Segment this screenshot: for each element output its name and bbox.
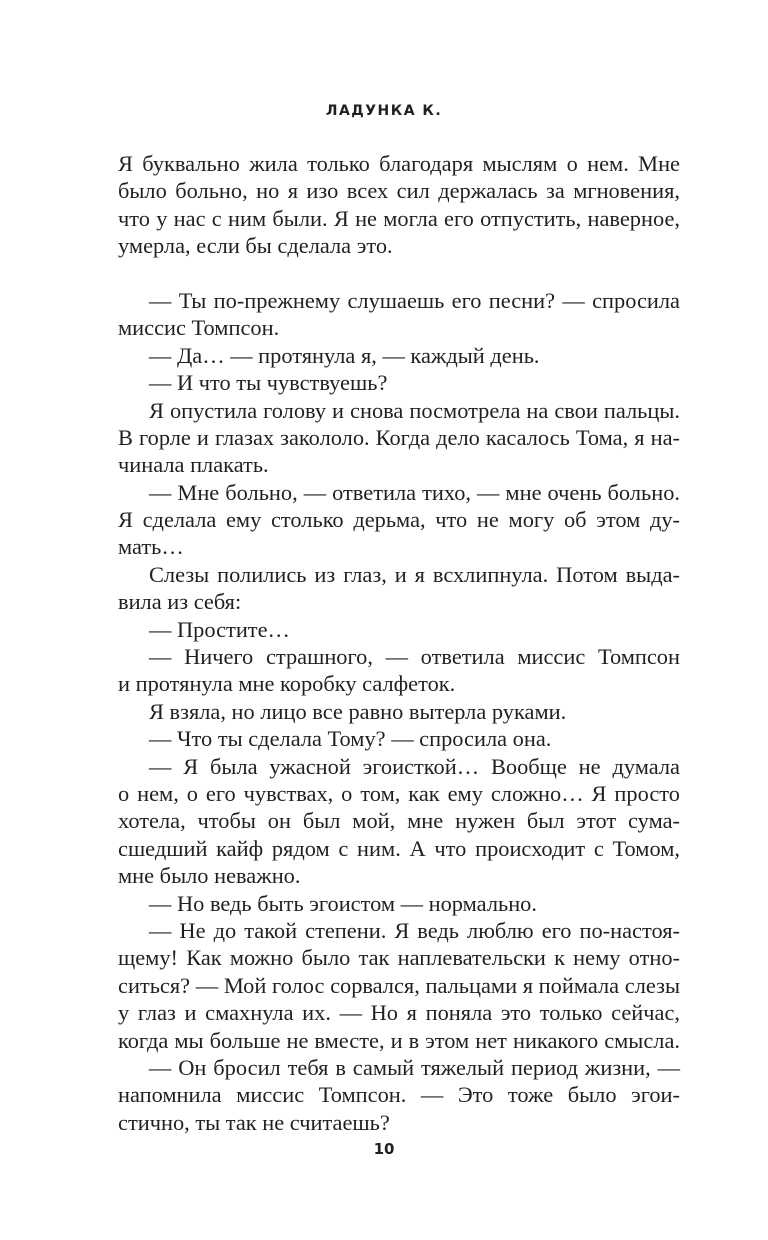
text-line: Я взяла, но лицо все равно вытерла руками. — [149, 698, 567, 724]
text-line: Я сделала ему столько дерьма, что не могу об этом ду- — [118, 507, 680, 533]
text-line: вила из себя: — [118, 589, 242, 615]
body-text — [118, 150, 680, 1136]
text-line: — Что ты сделала Тому? — спросила она. — [149, 726, 552, 752]
text-line: — Я была ужасной эгоисткой… Вообще не думала — [149, 753, 680, 779]
text-line: хотела, чтобы он был мой, мне нужен был этот сума- — [118, 808, 680, 834]
paragraph-spacer — [118, 260, 680, 287]
text-line: и протянула мне коробку салфеток. — [118, 671, 456, 697]
text-line: ситься? — Мой голос сорвался, пальцами я поймала слезы — [118, 972, 680, 998]
text-line: мать… — [118, 534, 184, 560]
text-line: щему! Как можно было так наплевательски к нему отно- — [118, 945, 680, 971]
text-line: — Не до такой степени. Я ведь люблю его по-настоя- — [149, 917, 680, 943]
text-line: у глаз и смахнула их. — Но я поняла это только сейчас, — [118, 1000, 680, 1026]
text-line: напомнила миссис Томпсон. — Это тоже было эгои- — [118, 1082, 680, 1108]
text-line: Я буквально жила только благодаря мыслям о нем. Мне — [118, 151, 680, 176]
text-line: чинала плакать. — [118, 452, 269, 478]
text-line: — Ничего страшного, — ответила миссис Томпсон — [149, 644, 680, 670]
text-line: миссис Томпсон. — [118, 315, 280, 341]
text-line: — И что ты чувствуешь? — [149, 370, 388, 396]
text-line: Я опустила голову и снова посмотрела на свои пальцы. — [149, 397, 680, 423]
text-line: мне было неважно. — [118, 863, 301, 889]
page-number: 10 — [373, 1140, 395, 1158]
text-line: стично, ты так не считаешь? — [118, 1109, 390, 1135]
text-line: о нем, о его чувствах, о том, как ему сложно… Я просто — [118, 780, 680, 806]
text-line: — Он бросил тебя в самый тяжелый период жизни, — — [149, 1054, 680, 1080]
text-line: было больно, но я изо всех сил держалась за мгновения, — [118, 178, 680, 204]
text-line: сшедший кайф рядом с ним. А что происходит с Томом, — [118, 835, 680, 861]
text-line: умерла, если бы сделала это. — [118, 233, 393, 259]
text-line: — Мне больно, — ответила тихо, — мне очень больно. — [149, 479, 680, 505]
text-line: В горле и глазах закололо. Когда дело касалось Тома, я на- — [118, 424, 680, 450]
text-line: Слезы полились из глаз, и я всхлипнула. Потом выда- — [149, 561, 680, 587]
text-line: что у нас с ним были. Я не могла его отпустить, наверное, — [118, 205, 680, 231]
text-line: — Но ведь быть эгоистом — нормально. — [149, 890, 537, 916]
text-line: — Простите… — [149, 616, 290, 642]
text-line: когда мы больше не вместе, и в этом нет никакого смысла. — [118, 1027, 680, 1053]
text-line: — Ты по-прежнему слушаешь его песни? — спросила — [149, 287, 680, 313]
text-line: — Да… — протянула я, — каждый день. — [149, 342, 540, 368]
running-head: ЛАДУНКА К. — [325, 103, 443, 119]
